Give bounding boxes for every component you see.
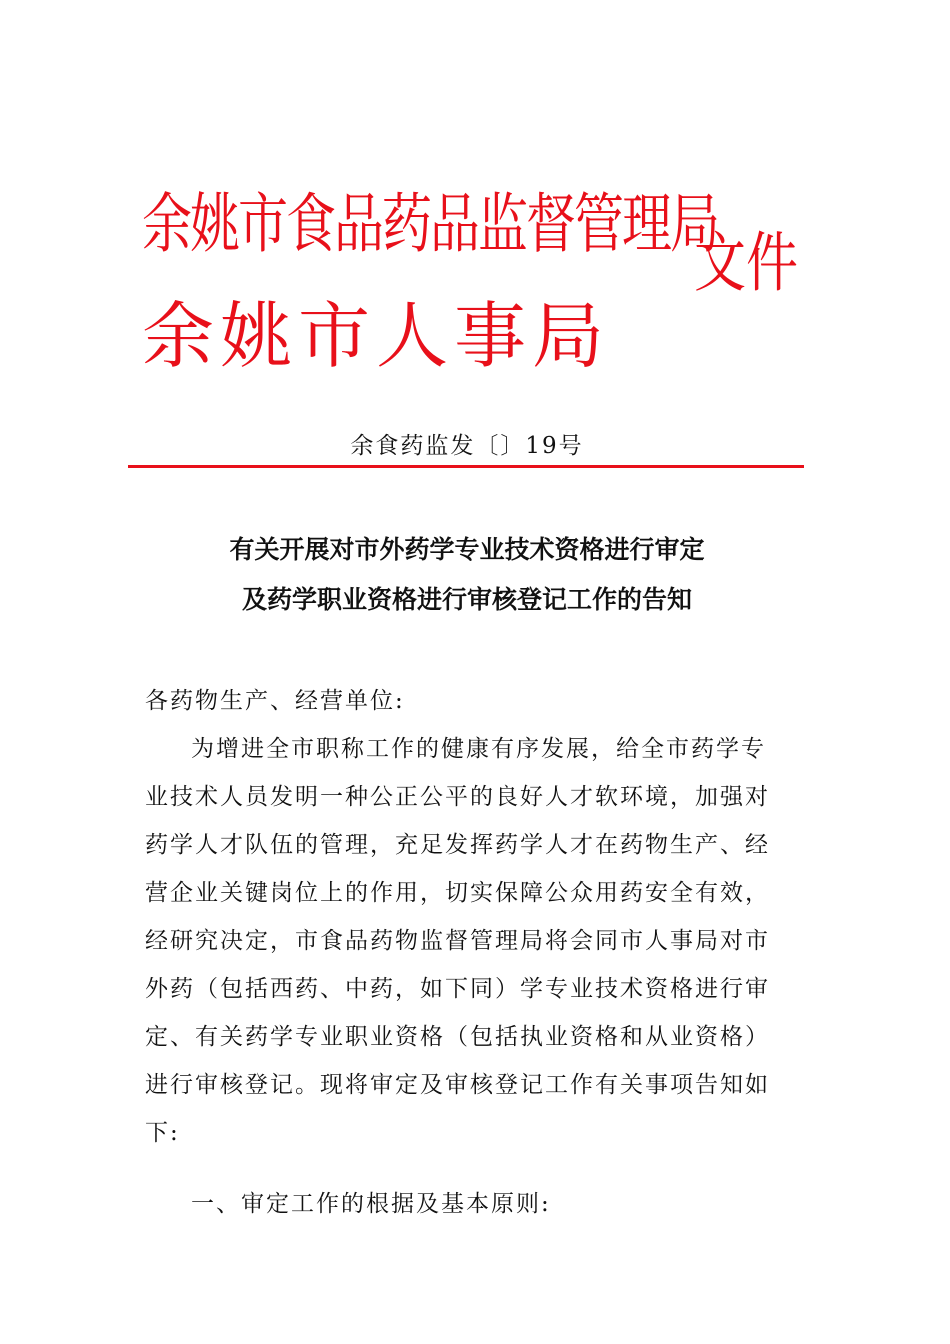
paragraph-line: 为增进全市职称工作的健康有序发展，给全市药学专 xyxy=(191,736,766,762)
document-title-line-1: 有关开展对市外药学专业技术资格进行审定 xyxy=(229,535,705,564)
paragraph-line: 业技术人员发明一种公正公平的良好人才软环境，加强对 xyxy=(145,784,770,810)
paragraph-line: 药学人才队伍的管理，充足发挥药学人才在药物生产、经 xyxy=(145,832,770,858)
paragraph-line: 经研究决定，市食品药物监督管理局将会同市人事局对市 xyxy=(145,928,770,954)
header-divider xyxy=(128,465,804,468)
paragraph-line: 定、有关药学专业职业资格（包括执业资格和从业资格） xyxy=(145,1024,770,1050)
paragraph-line: 营企业关键岗位上的作用，切实保障公众用药安全有效， xyxy=(145,880,770,906)
document-number: 余食药监发〔〕19号 xyxy=(350,433,584,459)
section-heading: 一、审定工作的根据及基本原则: xyxy=(191,1191,551,1217)
header-suffix: 文件 xyxy=(694,226,799,302)
paragraph-line: 下: xyxy=(145,1120,180,1146)
document-title-line-2: 及药学职业资格进行审核登记工作的告知 xyxy=(241,585,692,614)
paragraph-line: 外药（包括西药、中药，如下同）学专业技术资格进行审 xyxy=(145,976,770,1002)
issuer-line-2: 余姚市人事局 xyxy=(142,294,611,378)
salutation: 各药物生产、经营单位: xyxy=(145,688,405,714)
issuer-line-1: 余姚市食品药品监督管理局 xyxy=(142,186,718,262)
paragraph-line: 进行审核登记。现将审定及审核登记工作有关事项告知如 xyxy=(145,1072,770,1098)
